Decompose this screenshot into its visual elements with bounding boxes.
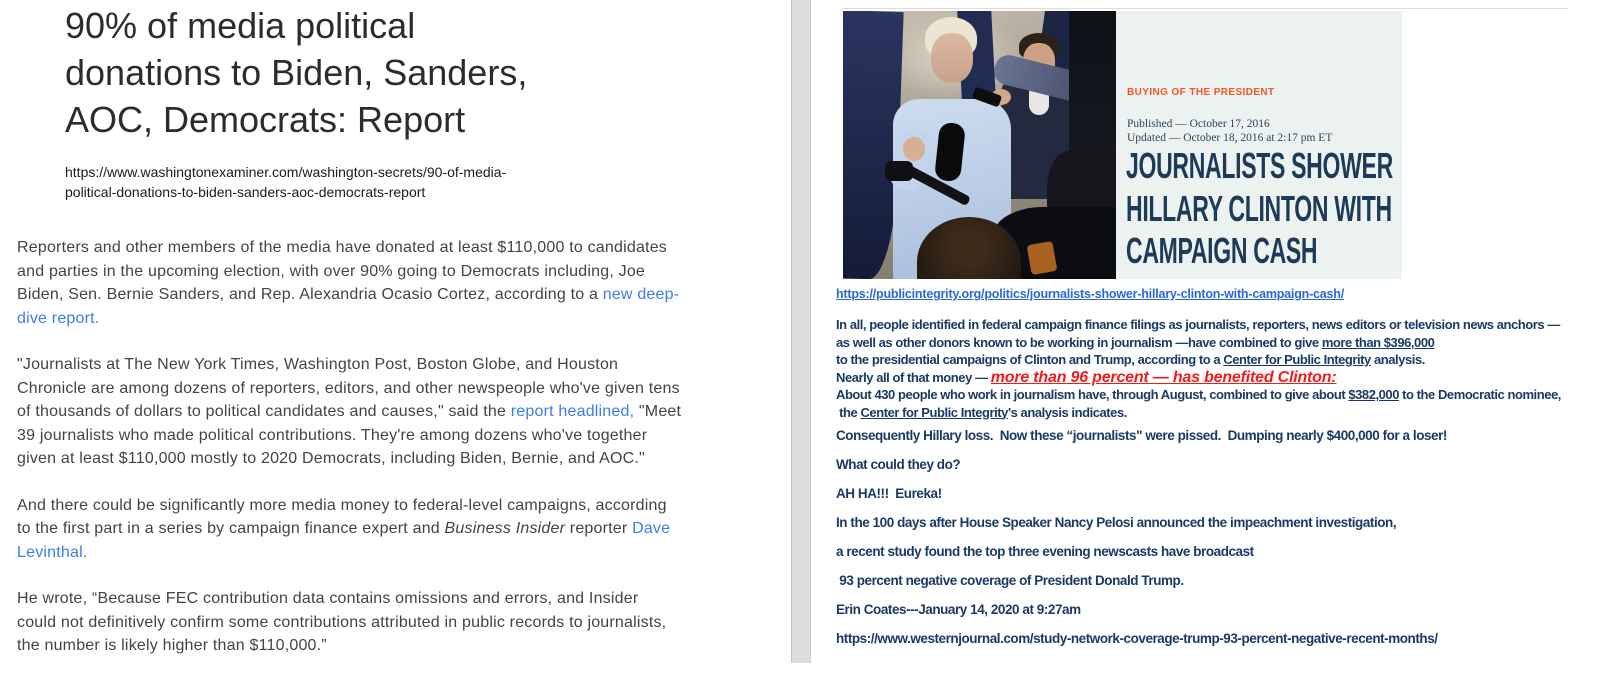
excerpt-line [836, 334, 1561, 352]
article-paragraph [17, 236, 682, 330]
text-segment: "Journalists at The New York Times, Washington Post, Boston Globe, and Houston Chronicle are among dozens of reporters, editors, and other newspeople who've given tens of thousands of dollars to political candidates and causes," said the [17, 356, 680, 420]
excerpt-line [836, 404, 1561, 422]
comment-line: 93 percent negative coverage of President Donald Trump. [836, 573, 1184, 588]
article-paragraph [17, 353, 682, 471]
article-paragraph [17, 587, 682, 658]
article-headline [1126, 145, 1543, 273]
excerpt-line [836, 351, 1561, 369]
text-segment: analysis. [1370, 352, 1425, 367]
comment-line: Erin Coates---January 14, 2020 at 9:27am [836, 602, 1081, 617]
kicker-label: BUYING OF THE PRESIDENT [1127, 87, 1275, 98]
left-article-body [17, 236, 682, 681]
text-segment: as well as other donors known to be working in journalism —have combined to give [836, 334, 1322, 350]
text-segment: "Meet 39 journalists who made political contributions. They're among dozens who've together given at least $110,000 mostly to 2020 Democrats, including Biden, Bernie, and AOC." [17, 403, 682, 467]
inline-link[interactable]: Dave Levinthal. [17, 520, 671, 561]
headline-panel [1116, 11, 1402, 279]
page-divider [791, 0, 811, 663]
photo-microphone-2 [885, 161, 913, 181]
text-segment: $382,000 [1348, 387, 1399, 402]
excerpt-line [836, 369, 1561, 387]
text-segment: In all, people identified in federal campaign finance filings as journalists, reporters, news editors or television news anchors — [836, 317, 1560, 332]
comment-line: a recent study found the top three evening newscasts have broadcast [836, 544, 1254, 559]
publicintegrity-link[interactable]: https://publicintegrity.org/politics/journalists-shower-hillary-clinton-with-campaign-cash/ [836, 287, 1344, 301]
comment-line: In the 100 days after House Speaker Nancy Pelosi announced the impeachment investigation, [836, 515, 1397, 530]
text-segment: About 430 people who work in journalism have, through August, combined to give about [836, 387, 1349, 402]
comment-line: https://www.westernjournal.com/study-network-coverage-trump-93-percent-negative-recent-months/ [836, 631, 1438, 646]
text-segment: Reporters and other members of the media have donated at least $110,000 to candidates and parties in the upcoming election, with over 90% going to Democrats including, Joe Biden, Sen. Bernie Sanders, and Rep. Alexandria Ocasio Cortez, according to a [17, 239, 667, 303]
right-article-page [811, 0, 1600, 663]
text-segment: to the presidential campaigns of Clinton and Trump, according to a [836, 352, 1224, 367]
embedded-article-screenshot [843, 8, 1568, 280]
comment-line: Consequently Hillary loss. Now these “journalists" were pissed. Dumping nearly $400,000 for a loser! [836, 428, 1447, 443]
photo-orange-bag [1027, 241, 1058, 275]
text-segment: Nearly all of that money — [836, 369, 991, 385]
article-paragraph [17, 494, 682, 565]
photo-clinton-face [931, 33, 973, 83]
text-segment: the [836, 404, 861, 420]
left-article-page [0, 0, 791, 663]
inline-link[interactable]: new deep-dive report. [17, 286, 680, 327]
clinton-press-photo [843, 11, 1116, 279]
text-segment: Center for Public Integrity [1223, 352, 1371, 367]
article-excerpt [836, 316, 1561, 421]
commentary-block [836, 429, 1447, 661]
page-title: 90% of media political donations to Biden, Sanders, AOC, Democrats: Report [65, 5, 528, 140]
headline-line: HILLARY CLINTON WITH [1126, 187, 1392, 229]
excerpt-line [836, 316, 1561, 334]
text-segment: He wrote, “Because FEC contribution data contains omissions and errors, and Insider could not definitively confirm some contributions attributed in public records to journalists, the number is likely higher than $110,000.” [17, 590, 667, 654]
headline-line: JOURNALISTS SHOWER [1126, 145, 1393, 186]
photo-clinton-hand [903, 137, 925, 161]
updated-date: Updated — October 18, 2016 at 2:17 pm ET [1127, 132, 1333, 144]
excerpt-line [836, 386, 1561, 404]
comment-line: What could they do? [836, 457, 961, 472]
text-segment: Business Insider [444, 520, 566, 537]
text-segment: to the Democratic nominee, [1398, 387, 1561, 402]
text-segment: reporter [565, 520, 633, 537]
url-line: https://www.washingtonexaminer.com/washington-secrets/90-of-media- [65, 164, 507, 180]
published-date: Published — October 17, 2016 [1127, 118, 1270, 130]
text-segment: more than $396,000 [1321, 334, 1435, 350]
inline-link[interactable]: report headlined, [510, 403, 635, 420]
url-line: political-donations-to-biden-sanders-aoc-democrats-report [65, 183, 426, 200]
comment-line: AH HA!!! Eureka! [836, 486, 942, 501]
text-segment: Center for Public Integrity [860, 404, 1008, 420]
headline-line: CAMPAIGN CASH [1126, 230, 1318, 271]
text-segment: 's analysis indicates. [1007, 404, 1127, 420]
left-article-url [65, 163, 506, 202]
text-segment: And there could be significantly more media money to federal-level campaigns, according to the first part in a series by campaign finance expert and [17, 496, 667, 537]
text-segment: more than 96 percent — has benefited Clinton: [990, 368, 1337, 386]
